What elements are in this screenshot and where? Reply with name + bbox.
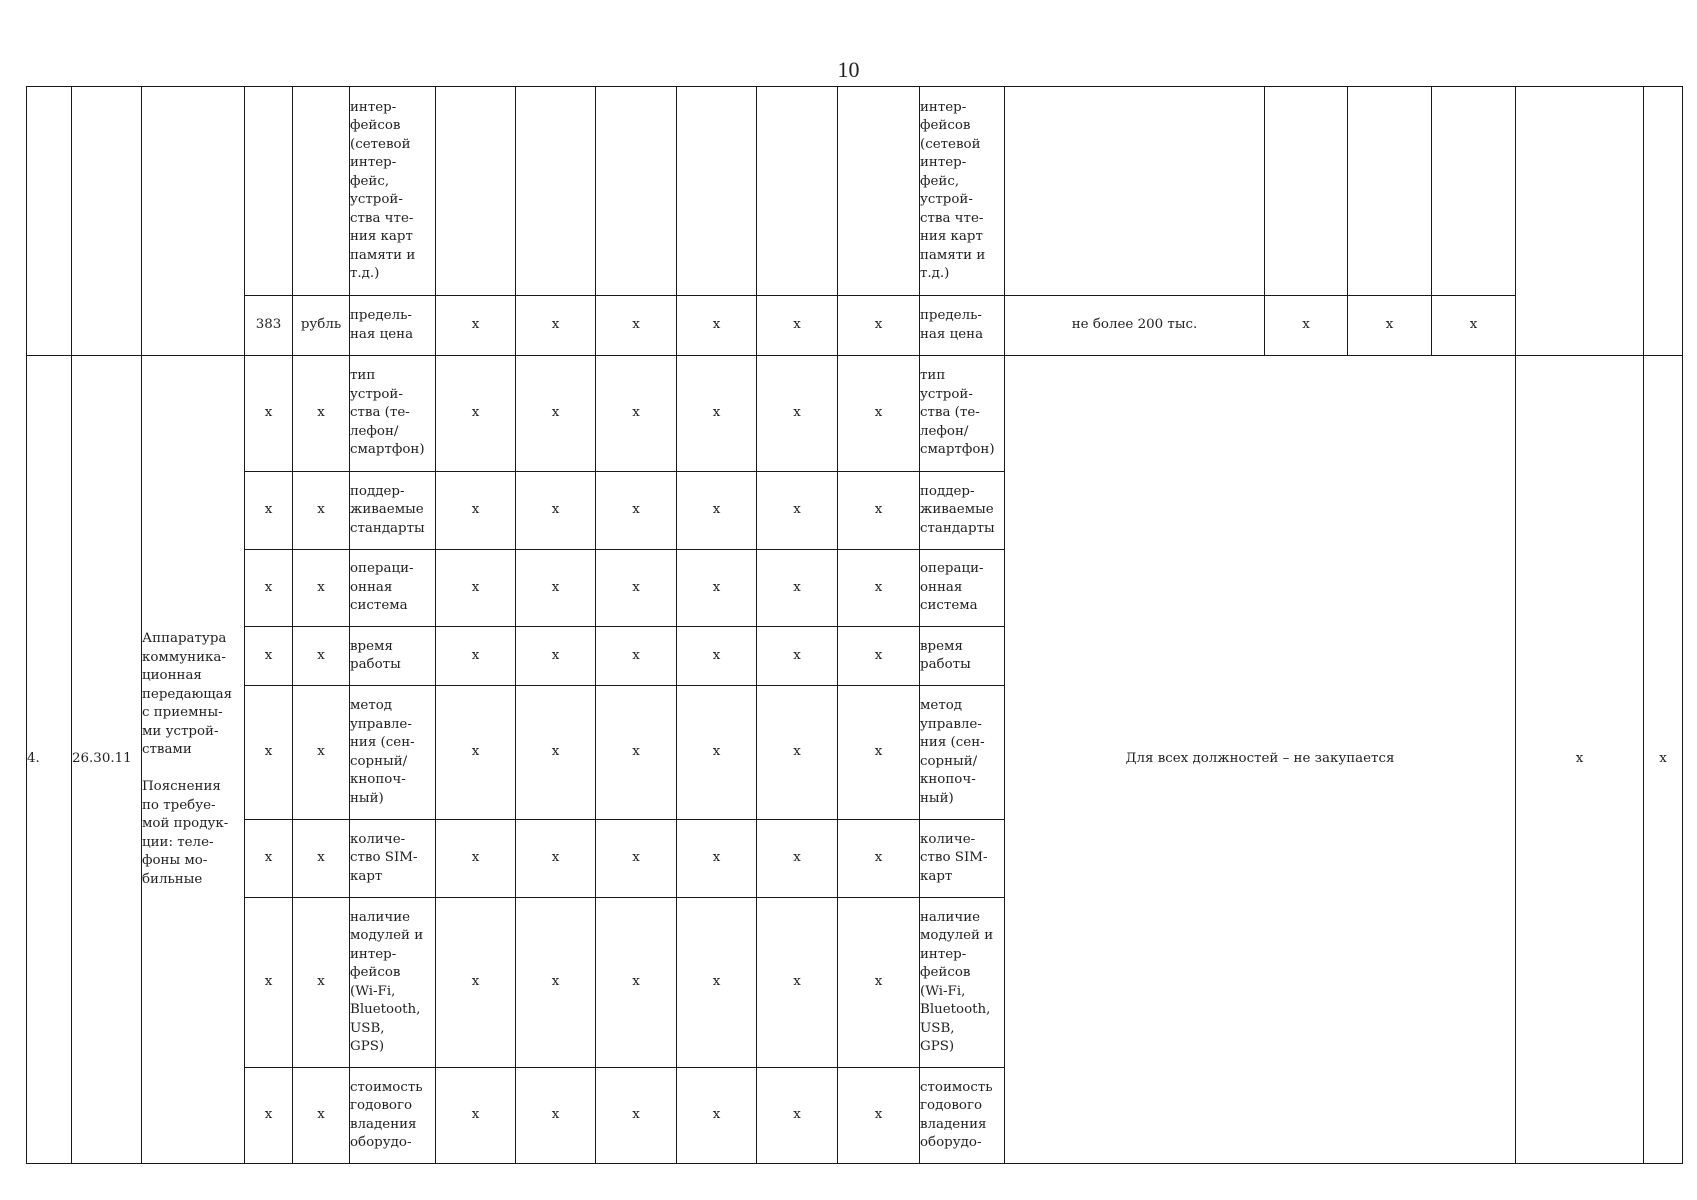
cell-x: x	[757, 296, 838, 356]
cell-x: x	[293, 686, 350, 820]
cell-x: x	[838, 686, 920, 820]
cell-x: x	[1265, 296, 1348, 356]
row-interfaces	[27, 87, 1683, 296]
cell-x: x	[245, 898, 293, 1068]
cell-x: x	[596, 627, 677, 686]
cell-empty	[436, 87, 516, 296]
cell-x: x	[838, 356, 920, 472]
cell-characteristic: тип устрой- ства (те- лефон/ смартфон)	[350, 356, 436, 472]
cell-characteristic-approved: наличие модулей и интер- фейсов (Wi-Fi, Bluetooth, USB, GPS)	[920, 898, 1005, 1068]
cell-x: x	[293, 356, 350, 472]
cell-x: x	[596, 820, 677, 898]
cell-code-empty	[245, 87, 293, 296]
specification-table	[26, 86, 1683, 1164]
cell-x: x	[516, 627, 596, 686]
cell-empty	[757, 87, 838, 296]
cell-x: x	[596, 686, 677, 820]
cell-characteristic: предель- ная цена	[350, 296, 436, 356]
cell-x: x	[596, 356, 677, 472]
cell-x: x	[757, 550, 838, 627]
cell-x: x	[596, 296, 677, 356]
cell-empty	[1432, 87, 1516, 296]
cell-item-name: Аппаратура коммуника- ционная передающая с приемны- ми устрой- ствами Пояснения по требуе- мой продук- ции: теле- фоны мо- бильные	[142, 356, 245, 1164]
cell-x: x	[677, 820, 757, 898]
cell-x: x	[757, 472, 838, 550]
cell-x: x	[757, 627, 838, 686]
cell-characteristic: стоимость годового владения оборудо-	[350, 1068, 436, 1164]
cell-x: x	[677, 1068, 757, 1164]
cell-empty	[596, 87, 677, 296]
cell-x: x	[516, 820, 596, 898]
cell-characteristic: метод управле- ния (сен- сорный/ кнопоч- ный)	[350, 686, 436, 820]
cell-x: x	[677, 686, 757, 820]
cell-x: x	[677, 550, 757, 627]
cell-x: x	[245, 1068, 293, 1164]
row-device-type	[27, 356, 1683, 472]
page-number: 10	[837, 57, 860, 82]
cell-x: x	[436, 472, 516, 550]
cell-x: x	[1432, 296, 1516, 356]
cell-item-okpd: 26.30.11	[72, 356, 142, 1164]
cell-x: x	[293, 550, 350, 627]
cell-okpd-cont	[72, 87, 142, 356]
cell-x: x	[245, 550, 293, 627]
cell-x: x	[1516, 356, 1644, 1164]
cell-x: x	[757, 898, 838, 1068]
cell-x: x	[838, 898, 920, 1068]
cell-x: x	[838, 472, 920, 550]
cell-x: x	[757, 820, 838, 898]
cell-x: x	[516, 550, 596, 627]
cell-value: не более 200 тыс.	[1005, 296, 1265, 356]
cell-not-purchased: Для всех должностей – не закупается	[1005, 356, 1516, 1164]
cell-x: x	[1348, 296, 1432, 356]
cell-x: x	[293, 627, 350, 686]
cell-x: x	[677, 472, 757, 550]
cell-empty	[838, 87, 920, 296]
cell-characteristic-approved: стоимость годового владения оборудо-	[920, 1068, 1005, 1164]
cell-x: x	[436, 1068, 516, 1164]
cell-empty	[1005, 87, 1265, 296]
cell-x: x	[245, 472, 293, 550]
cell-characteristic-approved: метод управле- ния (сен- сорный/ кнопоч- ный)	[920, 686, 1005, 820]
row-price-limit	[27, 296, 1683, 356]
cell-characteristic: количе- ство SIM- карт	[350, 820, 436, 898]
cell-characteristic-approved: время работы	[920, 627, 1005, 686]
cell-empty-merged	[1516, 87, 1644, 356]
cell-x: x	[516, 898, 596, 1068]
cell-x: x	[757, 1068, 838, 1164]
cell-empty	[1348, 87, 1432, 296]
cell-characteristic-approved: предель- ная цена	[920, 296, 1005, 356]
cell-unit-empty	[293, 87, 350, 296]
cell-x: x	[596, 550, 677, 627]
cell-x: x	[596, 1068, 677, 1164]
cell-x: x	[516, 296, 596, 356]
cell-x: x	[293, 472, 350, 550]
cell-x: x	[516, 356, 596, 472]
cell-x: x	[757, 356, 838, 472]
cell-x: x	[245, 356, 293, 472]
cell-x: x	[838, 627, 920, 686]
cell-empty-merged	[1644, 87, 1683, 356]
cell-x: x	[596, 898, 677, 1068]
cell-characteristic: операци- онная система	[350, 550, 436, 627]
cell-x: x	[838, 550, 920, 627]
cell-x: x	[516, 472, 596, 550]
cell-characteristic: интер- фейсов (сетевой интер- фейс, устрой- ства чте- ния карт памяти и т.д.)	[350, 87, 436, 296]
cell-name-cont	[142, 87, 245, 356]
cell-code: 383	[245, 296, 293, 356]
cell-x: x	[293, 820, 350, 898]
cell-x: x	[596, 472, 677, 550]
cell-x: x	[245, 820, 293, 898]
cell-x: x	[293, 898, 350, 1068]
cell-characteristic-approved: тип устрой- ства (те- лефон/ смартфон)	[920, 356, 1005, 472]
cell-x: x	[516, 1068, 596, 1164]
cell-characteristic: время работы	[350, 627, 436, 686]
cell-characteristic-approved: интер- фейсов (сетевой интер- фейс, устрой- ства чте- ния карт памяти и т.д.)	[920, 87, 1005, 296]
cell-empty	[516, 87, 596, 296]
cell-x: x	[436, 296, 516, 356]
cell-characteristic: наличие модулей и интер- фейсов (Wi-Fi, Bluetooth, USB, GPS)	[350, 898, 436, 1068]
cell-item-number: 4.	[27, 356, 72, 1164]
cell-x: x	[757, 686, 838, 820]
cell-x: x	[436, 820, 516, 898]
cell-x: x	[245, 686, 293, 820]
cell-x: x	[1644, 356, 1683, 1164]
cell-empty	[1265, 87, 1348, 296]
cell-x: x	[838, 820, 920, 898]
cell-number-cont	[27, 87, 72, 356]
cell-x: x	[677, 627, 757, 686]
cell-x: x	[436, 898, 516, 1068]
cell-x: x	[436, 550, 516, 627]
cell-x: x	[677, 898, 757, 1068]
cell-x: x	[436, 627, 516, 686]
cell-characteristic-approved: операци- онная система	[920, 550, 1005, 627]
cell-x: x	[677, 356, 757, 472]
cell-x: x	[677, 296, 757, 356]
cell-x: x	[293, 1068, 350, 1164]
cell-unit: рубль	[293, 296, 350, 356]
cell-x: x	[436, 686, 516, 820]
cell-characteristic: поддер- живаемые стандарты	[350, 472, 436, 550]
cell-x: x	[245, 627, 293, 686]
cell-characteristic-approved: поддер- живаемые стандарты	[920, 472, 1005, 550]
cell-x: x	[838, 296, 920, 356]
cell-x: x	[838, 1068, 920, 1164]
cell-x: x	[516, 686, 596, 820]
cell-empty	[677, 87, 757, 296]
cell-x: x	[436, 356, 516, 472]
cell-characteristic-approved: количе- ство SIM- карт	[920, 820, 1005, 898]
